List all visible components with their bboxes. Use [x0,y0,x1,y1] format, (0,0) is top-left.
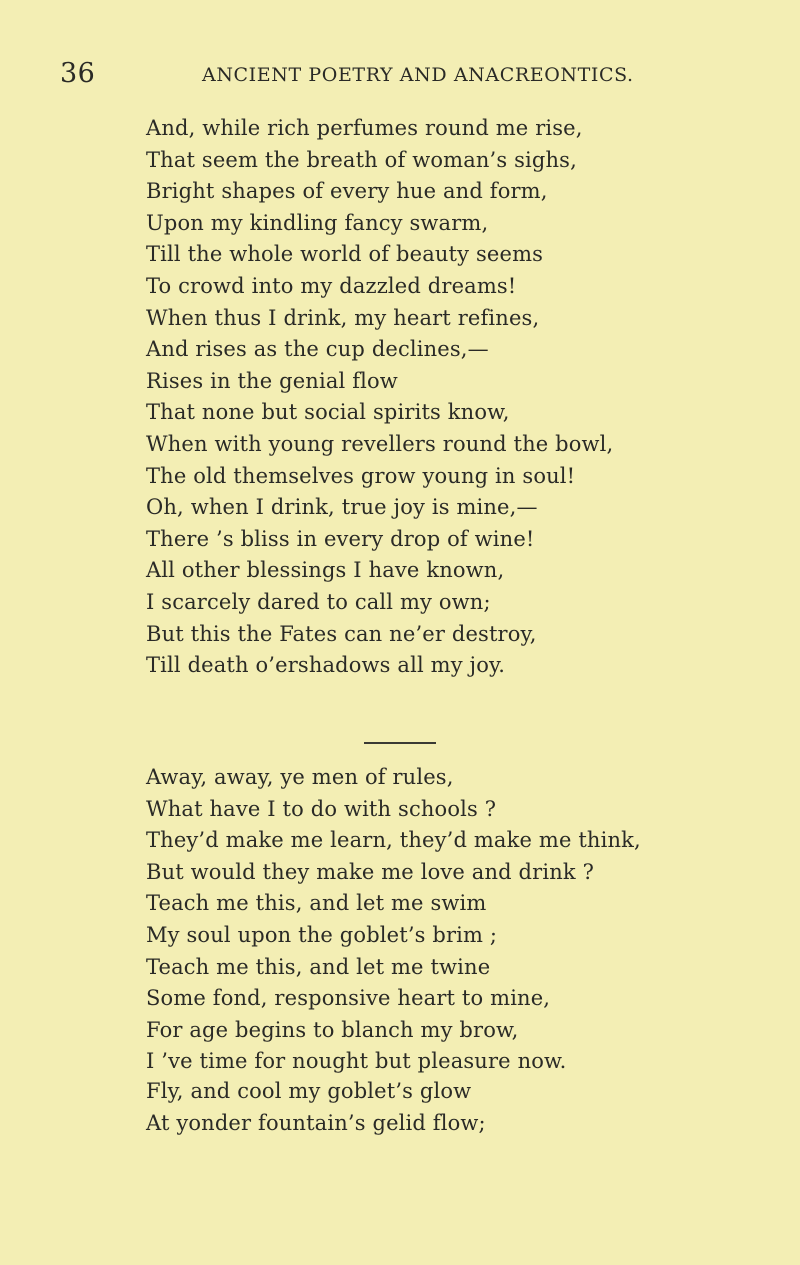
poem-stanza [146,113,786,682]
poem-line: To crowd into my dazzled dreams! [146,273,517,298]
poem-line: Upon my kindling fancy swarm, [146,210,489,235]
page-number: 36 [60,58,96,89]
poem-line: My soul upon the goblet’s brim ; [146,922,498,947]
poem-line: Bright shapes of every hue and form, [146,179,548,204]
poem-line: That none but social spirits know, [146,400,510,425]
poem-line: At yonder fountain’s gelid flow; [146,1110,486,1135]
poem-stanza [146,1076,786,1139]
section-divider [364,742,436,744]
poem-line: What have I to do with schools ? [146,796,497,821]
poem-line: And, while rich perfumes round me rise, [146,116,583,140]
poem-line: Teach me this, and let me swim [146,891,487,916]
poem-line: The old themselves grow young in soul! [146,463,576,488]
poem-line: And rises as the cup declines,— [146,337,489,362]
poem-line: They’d make me learn, they’d make me think, [146,828,641,853]
poem-line: Some fond, responsive heart to mine, [146,986,551,1011]
poem-line: I ’ve time for nought but pleasure now. [146,1049,567,1074]
poem-line: Till the whole world of beauty seems [146,242,544,267]
page-header [60,58,760,98]
poem-line: Rises in the genial flow [146,368,398,393]
poem-line: That seem the breath of woman’s sighs, [146,147,577,172]
poem-line: When thus I drink, my heart refines, [146,305,540,330]
poem-line: Till death o’ershadows all my joy. [146,653,506,678]
poem-line: All other blessings I have known, [146,558,505,583]
poem-line: Teach me this, and let me twine [146,954,491,979]
poem-line: Fly, and cool my goblet’s glow [146,1079,472,1103]
poem-line: But would they make me love and drink ? [146,859,594,884]
poem-line: Away, away, ye men of rules, [146,765,454,789]
poem-line: For age begins to blanch my brow, [146,1017,519,1042]
poem-line: There ’s bliss in every drop of wine! [146,526,535,551]
poem-line: I scarcely dared to call my own; [146,589,491,614]
poem-line: Oh, when I drink, true joy is mine,— [146,495,538,520]
poem-line: But this the Fates can ne’er destroy, [146,621,537,646]
poem-line: When with young revellers round the bowl, [146,431,614,456]
poem-stanza [146,762,786,1078]
running-head: ANCIENT POETRY AND ANACREONTICS. [202,64,634,86]
